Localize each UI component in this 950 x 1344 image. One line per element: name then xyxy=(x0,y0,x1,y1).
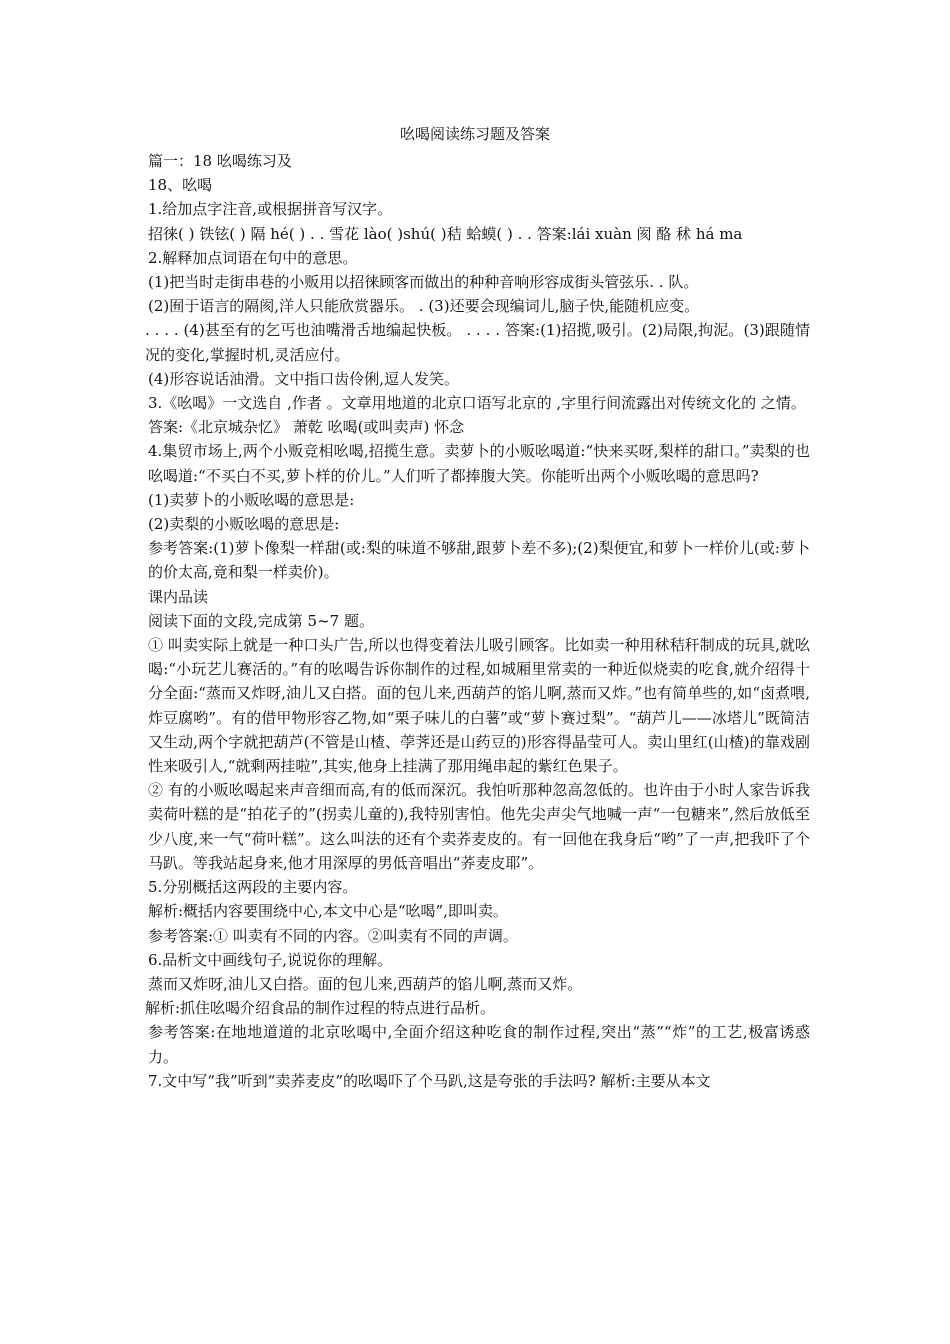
paragraph: 1.给加点字注音,或根据拼音写汉字。 xyxy=(148,200,393,219)
paragraph: (4)形容说话油滑。文中指口齿伶俐,逗人发笑。 xyxy=(148,369,460,388)
paragraph: 阅读下面的文段,完成第 5~7 题。 xyxy=(148,611,374,630)
paragraph: 5.分别概括这两段的主要内容。 xyxy=(148,878,358,897)
paragraph: 6.品析文中画线句子,说说你的理解。 xyxy=(148,950,393,969)
paragraph: 答案:《北京城杂忆》 萧乾 吆喝(或叫卖声) 怀念 xyxy=(148,418,465,437)
paragraph: 4.集贸市场上,两个小贩竞相吆喝,招揽生意。卖萝卜的小贩吆喝道:“快来买呀,梨样的甜口。”卖梨的也吆喝道:“不买白不买,萝卜样的价儿。”人们听了都捧腹大笑。你能听出两个小贩吆喝的意思吗? xyxy=(148,442,810,485)
paragraph: (2)囿于语言的隔阂,洋人只能欣赏器乐。 . (3)还要会现编词儿,脑子快,能随机应变。 xyxy=(148,297,700,316)
paragraph: 课内品读 xyxy=(148,587,209,606)
paragraph: 参考答案:在地地道道的北京吆喝中,全面介绍这种吃食的制作过程,突出“蒸”“炸”的工艺,极富诱惑力。 xyxy=(148,1023,810,1066)
paragraph: 2.解释加点词语在句中的意思。 xyxy=(148,248,358,267)
paragraph: 3.《吆喝》一文选自 ,作者 。文章用地道的北京口语写北京的 ,字里行间流露出对传统文化的 之情。 xyxy=(148,394,806,413)
paragraph: 篇一：18 吆喝练习及 xyxy=(148,152,292,170)
paragraph: 参考答案:(1)萝卜像梨一样甜(或:梨的味道不够甜,跟萝卜差不多);(2)梨便宜,和萝卜一样价儿(或:萝卜的价太高,竟和梨一样卖价)。 xyxy=(148,539,810,582)
paragraph: 解析:抓住吆喝介绍食品的制作过程的特点进行品析。 xyxy=(145,999,496,1018)
paragraph: 18、吆喝 xyxy=(148,176,213,195)
paragraph: 解析:概括内容要围绕中心,本文中心是“吆喝”,即叫卖。 xyxy=(148,902,508,921)
document-title: 吆喝阅读练习题及答案 xyxy=(399,125,550,143)
paragraph: (2)卖梨的小贩吆喝的意思是: xyxy=(148,515,340,534)
document-body xyxy=(145,149,810,1093)
paragraph: 参考答案:① 叫卖有不同的内容。②叫卖有不同的声调。 xyxy=(148,926,518,945)
paragraph: . . . . (4)甚至有的乞丐也油嘴滑舌地编起快板。 . . . . 答案:(1)招揽,吸引。(2)局限,拘泥。(3)跟随情况的变化,掌握时机,灵活应付。 xyxy=(145,321,810,364)
paragraph: (1)卖萝卜的小贩吆喝的意思是: xyxy=(148,490,355,509)
paragraph: 蒸而又炸呀,油儿又白搭。面的包儿来,西葫芦的馅儿啊,蒸而又炸。 xyxy=(148,974,583,993)
paragraph: ② 有的小贩吆喝起来声音细而高,有的低而深沉。我怕听那种忽高忽低的。也许由于小时人家告诉我卖荷叶糕的是“拍花子的”(拐卖儿童的),我特别害怕。他先尖声尖气地喊一声“一包糖来”,然后放低至少八度,来一气“荷叶糕”。这么叫法的还有个卖荞麦皮的。有一回他在我身后“哟”了一声,把我吓了个马趴。等我站起身来,他才用深厚的男低音唱出“荞麦皮耶”。 xyxy=(148,781,810,872)
paragraph: 7.文中写“我”听到“卖荞麦皮”的吆喝吓了个马趴,这是夸张的手法吗? 解析:主要从本文 xyxy=(148,1071,711,1090)
paragraph: (1)把当时走街串巷的小贩用以招徕顾客而做出的种种音响形容成街头管弦乐. . 队。 xyxy=(148,273,699,292)
paragraph: 招徕( ) 铁铉( ) 隔 hé( ) . . 雪花 lào( )shú( )秸 蛤蟆( ) . . 答案:lái xuàn 阂 酪 秫 há ma xyxy=(148,224,743,243)
paragraph: ① 叫卖实际上就是一种口头广告,所以也得变着法儿吸引顾客。比如卖一种用秫秸秆制成的玩具,就吆喝:“小玩艺儿赛活的。”有的吆喝告诉你制作的过程,如城厢里常卖的一种近似烧卖的吃食,就介绍得十分全面:“蒸而又炸呀,油儿又白搭。面的包儿来,西葫芦的馅儿啊,蒸而又炸。”也有简单些的,如“卤煮喂,炸豆腐哟”。有的借甲物形容乙物,如“栗子味儿的白薯”或“萝卜赛过梨”。“葫芦儿——冰塔儿”既简洁又生动,两个字就把葫芦(不管是山楂、荸荠还是山药豆的)形容得晶莹可人。卖山里红(山楂)的靠戏剧性来吸引人,“就剩两挂啦”,其实,他身上挂满了那用绳串起的紫红色果子。 xyxy=(148,636,810,776)
